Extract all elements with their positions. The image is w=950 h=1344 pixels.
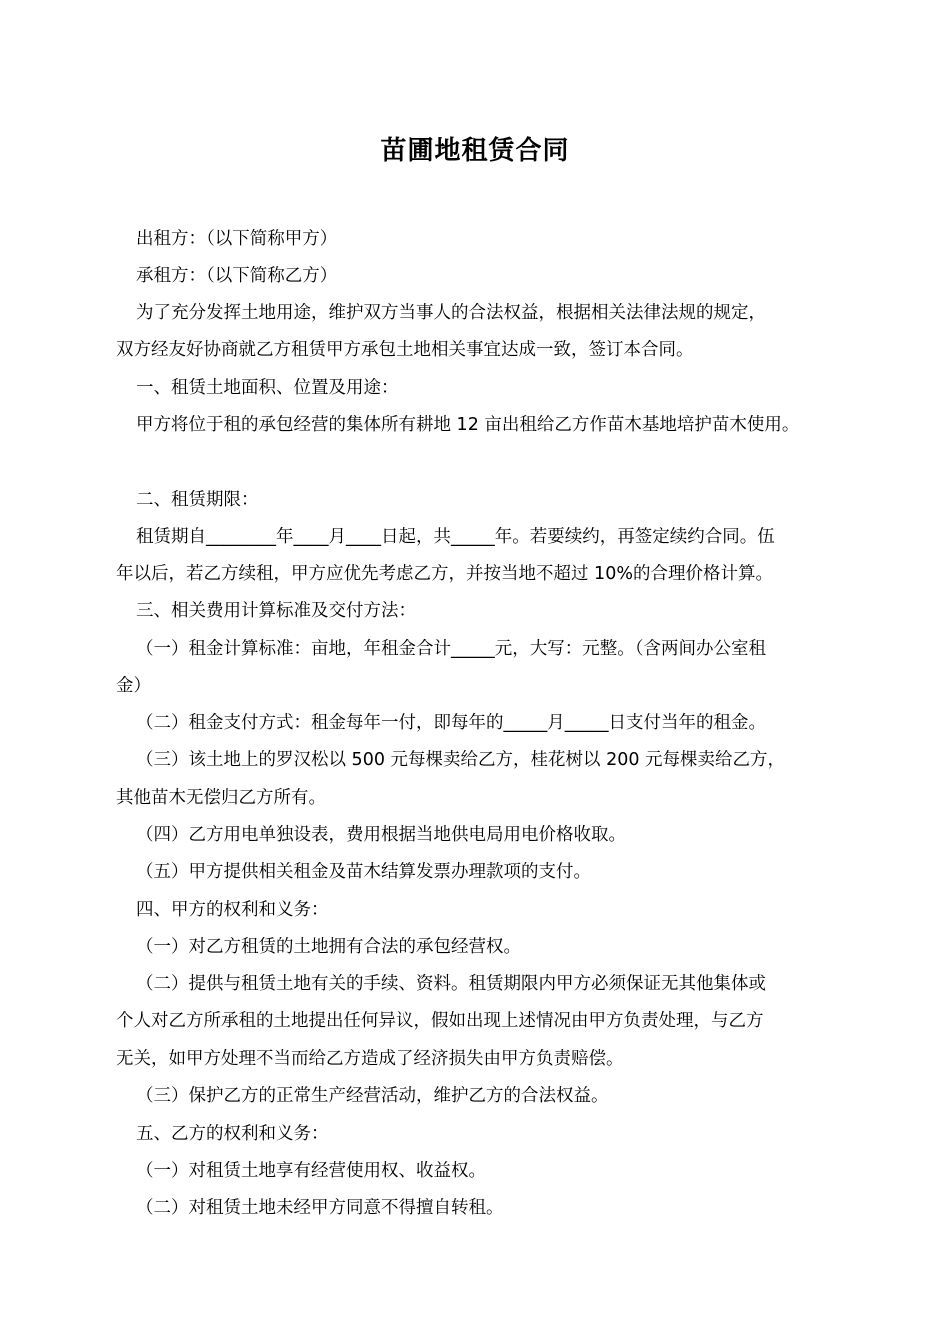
section-5-item-2: （二）对租赁土地未经甲方同意不得擅自转租。 [136, 1198, 504, 1218]
section-3-item-5: （五）甲方提供相关租金及苗木结算发票办理款项的支付。 [136, 862, 591, 882]
section-4-item-2-cont-2: 无关，如甲方处理不当而给乙方造成了经济损失由甲方负责赔偿。 [116, 1049, 624, 1069]
preamble-line-1: 为了充分发挥土地用途，维护双方当事人的合法权益，根据相关法律法规的规定， [136, 303, 766, 323]
section-5-item-1: （一）对租赁土地享有经营使用权、收益权。 [136, 1161, 486, 1181]
section-2-heading: 二、租赁期限： [136, 490, 259, 510]
preamble-line-2: 双方经友好协商就乙方租赁甲方承包土地相关事宜达成一致，签订本合同。 [116, 340, 694, 360]
lessor-line: 出租方：（以下简称甲方） [136, 229, 338, 249]
section-4-item-2-cont-1: 个人对乙方所承租的土地提出任何异议，假如出现上述情况由甲方负责处理，与乙方 [116, 1011, 764, 1031]
document-title: 苗圃地租赁合同 [380, 136, 570, 166]
section-1-text: 甲方将位于租的承包经营的集体所有耕地 12 亩出租给乙方作苗木基地培护苗木使用。 [136, 415, 800, 435]
section-4-item-3: （三）保护乙方的正常生产经营活动，维护乙方的合法权益。 [136, 1086, 609, 1106]
section-5-heading: 五、乙方的权利和义务： [136, 1124, 329, 1144]
section-2-text-2: 年以后，若乙方续租，甲方应优先考虑乙方，并按当地不超过 10%的合理价格计算。 [116, 564, 773, 584]
section-4-heading: 四、甲方的权利和义务： [136, 900, 329, 920]
section-3-item-3-cont: 其他苗木无偿归乙方所有。 [116, 788, 326, 808]
section-3-item-4: （四）乙方用电单独设表，费用根据当地供电局用电价格收取。 [136, 825, 626, 845]
section-3-item-3: （三）该土地上的罗汉松以 500 元每棵卖给乙方，桂花树以 200 元每棵卖给乙方， [136, 750, 786, 770]
section-3-item-2: （二）租金支付方式：租金每年一付，即每年的_____月_____日支付当年的租金。 [136, 713, 766, 733]
lessee-line: 承租方：（以下简称乙方） [136, 266, 338, 286]
section-4-item-2: （二）提供与租赁土地有关的手续、资料。租赁期限内甲方必须保证无其他集体或 [136, 974, 766, 994]
section-3-heading: 三、相关费用计算标准及交付方法： [136, 601, 416, 621]
section-2-text-1: 租赁期自________年____月____日起，共_____年。若要续约，再签定续约合同。伍 [136, 527, 775, 547]
section-4-item-1: （一）对乙方租赁的土地拥有合法的承包经营权。 [136, 937, 521, 957]
section-1-heading: 一、租赁土地面积、位置及用途： [136, 378, 399, 398]
section-3-item-1: （一）租金计算标准：亩地，年租金合计_____元，大写：元整。（含两间办公室租 [136, 639, 766, 659]
section-3-item-1-cont: 金） [116, 676, 151, 696]
